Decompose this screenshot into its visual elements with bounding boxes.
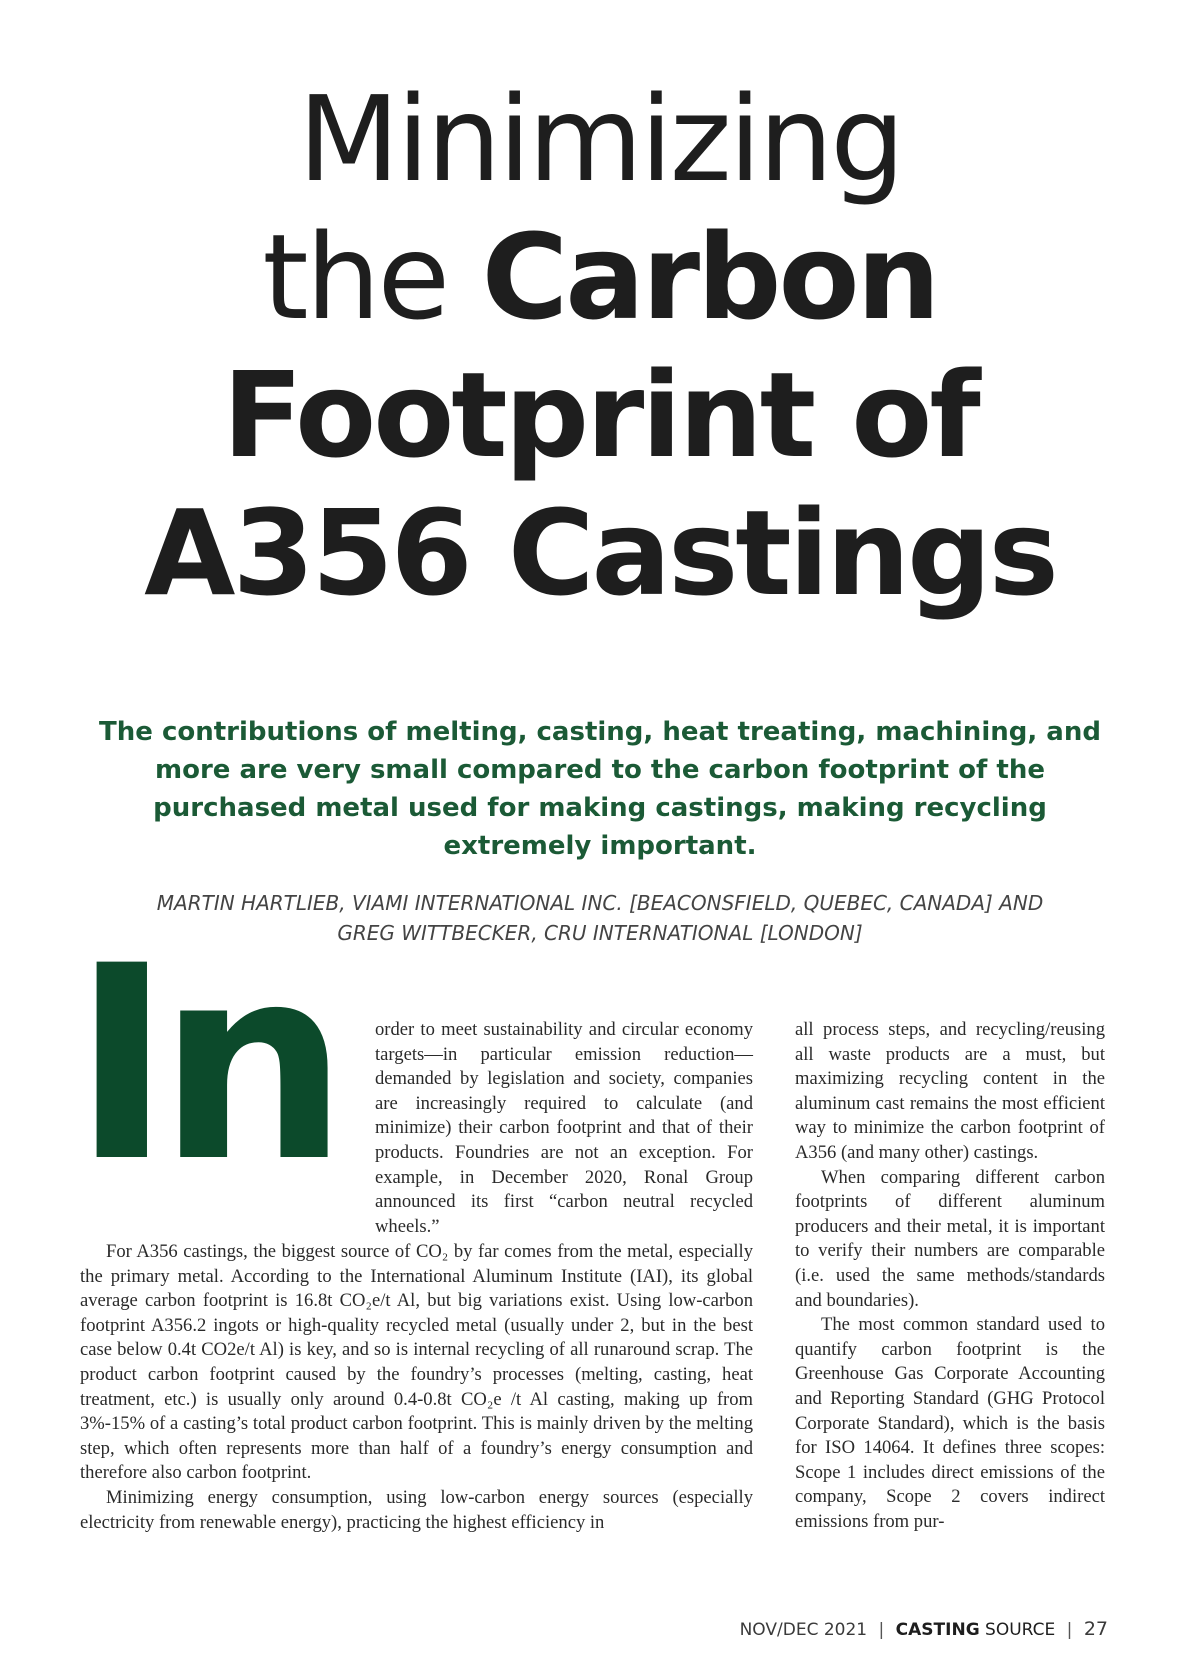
title-line-2-bold: Carbon bbox=[481, 208, 938, 346]
body-paragraph-2: For A356 castings, the biggest source of CO₂ by far comes from the metal, especially the primary metal. According to the International Aluminum Institute (IAI), its global average carbon footprint is 16.8t CO₂e/t Al, but big variations exist. Using low-carbon footprint A356.2 ingots or high-quality recycled metal (usually under 2, but in the best case below 0.4t CO2e/t Al) is key, and so is internal recycling of all runaround scrap. The product carbon footprint caused by the foundry’s processes (melting, casting, heat treatment, etc.) is usually only around 0.4-0.8t CO₂e /t Al casting, making up from 3%-15% of a casting’s total product carbon footprint. This is mainly driven by the melting step, which often represents more than half of a foundry’s energy consumption and therefore also carbon footprint. bbox=[80, 1241, 753, 1484]
page-footer bbox=[740, 1618, 1108, 1640]
publication-name-bold: CASTING bbox=[895, 1620, 980, 1640]
byline-line-2: GREG WITTBECKER, CRU INTERNATIONAL [LONDON] bbox=[337, 921, 863, 945]
publication-name-light: SOURCE bbox=[979, 1620, 1056, 1640]
article-title bbox=[0, 70, 1200, 622]
title-line-3: Footprint of bbox=[222, 346, 978, 484]
title-line-4: A356 Castings bbox=[144, 484, 1056, 622]
title-line-2-light: the bbox=[262, 208, 482, 346]
issue-date: NOV/DEC 2021 bbox=[739, 1620, 868, 1640]
title-line-1: Minimizing bbox=[297, 70, 903, 208]
right-paragraph-1: all process steps, and recycling/reusing all waste products are a must, but maximizing recycling content in the aluminum cast remains the most efficient way to minimize the carbon footprint of A356 (and many other) castings. bbox=[795, 1019, 1105, 1163]
footer-separator: | bbox=[878, 1620, 885, 1640]
page-number: 27 bbox=[1083, 1618, 1108, 1640]
intro-column bbox=[375, 1018, 753, 1239]
main-column bbox=[80, 1240, 753, 1535]
drop-cap: In bbox=[72, 909, 335, 1221]
right-paragraph-3: The most common standard used to quantify carbon footprint is the Greenhouse Gas Corporate Accounting and Reporting Standard (GHG Protocol Corporate Standard), which is the basis for ISO 14064. It defines three scopes: Scope 1 includes direct emissions of the company, Scope 2 covers indirect emissions from pur- bbox=[795, 1314, 1105, 1532]
right-paragraph-2: When comparing different carbon footprints of different aluminum producers and their metal, it is important to verify their numbers are comparable (i.e. used the same methods/standards and boundaries). bbox=[795, 1166, 1105, 1311]
title-line-2 bbox=[0, 208, 1200, 346]
article-deck: The contributions of melting, casting, heat treating, machining, and more are very small compared to the carbon footprint of the purchased metal used for making castings, making recycling extremely important. bbox=[99, 717, 1101, 861]
body-paragraph-3: Minimizing energy consumption, using low-carbon energy sources (especially electricity from renewable energy), practicing the highest efficiency in bbox=[80, 1486, 753, 1533]
footer-separator-2: | bbox=[1066, 1620, 1073, 1640]
intro-paragraph: order to meet sustainability and circular economy targets—in particular emission reduction—demanded by legislation and society, companies are increasingly required to calculate (and minimize) their carbon footprint and that of their products. Foundries are not an exception. For example, in December 2020, Ronal Group announced its first “carbon neutral recycled wheels.” bbox=[375, 1019, 753, 1237]
byline-line-1: MARTIN HARTLIEB, VIAMI INTERNATIONAL INC. [BEACONSFIELD, QUEBEC, CANADA] AND bbox=[156, 891, 1044, 915]
right-column bbox=[795, 1018, 1105, 1534]
